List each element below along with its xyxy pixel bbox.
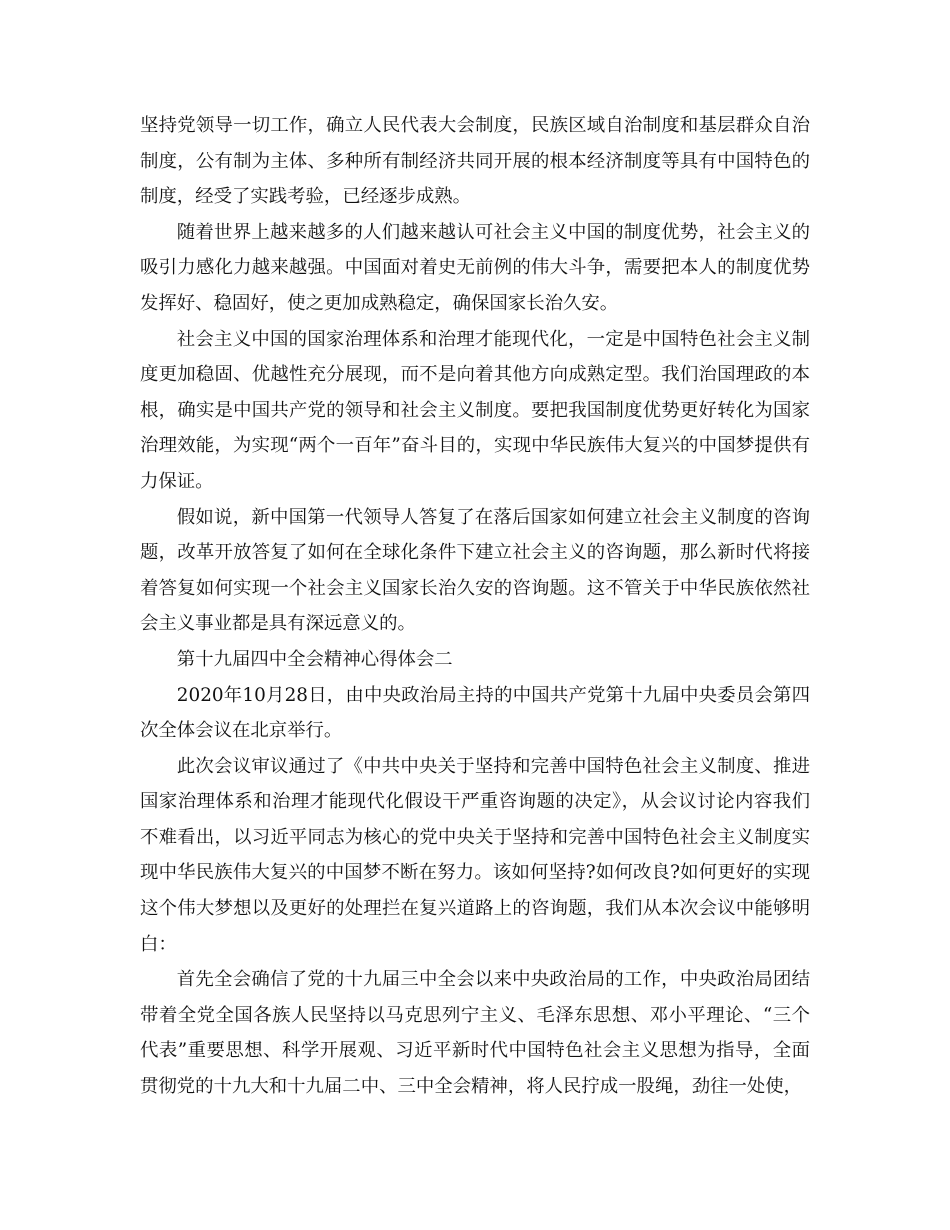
paragraph-6: 此次会议审议通过了《中共中央关于坚持和完善中国特色社会主义制度、推进国家治理体系和治理才能现代化假设干严重咨询题的决定》，从会议讨论内容我们不难看出，以习近平同志为核心的党中央关于坚持和完善中国特色社会主义制度实现中华民族伟大复兴的中国梦不断在努力。该如何坚持?如何改良?如何更好的实现这个伟大梦想以及更好的处理拦在复兴道路上的咨询题，我们从本次会议中能够明白：: [140, 755, 810, 955]
document-body: [140, 108, 810, 1105]
paragraph-4: 假如说，新中国第一代领导人答复了在落后国家如何建立社会主义制度的咨询题，改革开放答复了如何在全球化条件下建立社会主义的咨询题，那么新时代将接着答复如何实现一个社会主义国家长治久安的咨询题。这不管关于中华民族依然社会主义事业都是具有深远意义的。: [140, 506, 810, 635]
paragraph-7: 首先全会确信了党的十九届三中全会以来中央政治局的工作，中央政治局团结带着全党全国各族人民坚持以马克思列宁主义、毛泽东思想、邓小平理论、“三个代表”重要思想、科学开展观、习近平新时代中国特色社会主义思想为指导，全面贯彻党的十九大和十九届二中、三中全会精神，将人民拧成一股绳，劲往一处使，: [140, 969, 810, 1098]
section-heading: 第十九届四中全会精神心得体会二: [176, 648, 453, 670]
paragraph-1: 坚持党领导一切工作，确立人民代表大会制度，民族区域自治制度和基层群众自治制度，公有制为主体、多种所有制经济共同开展的根本经济制度等具有中国特色的制度，经受了实践考验，已经逐步成熟。: [140, 115, 810, 208]
paragraph-3: 社会主义中国的国家治理体系和治理才能现代化，一定是中国特色社会主义制度更加稳固、优越性充分展现，而不是向着其他方向成熟定型。我们治国理政的本根，确实是中国共产党的领导和社会主义制度。要把我国制度优势更好转化为国家治理效能，为实现“两个一百年”奋斗目的，实现中华民族伟大复兴的中国梦提供有力保证。: [140, 328, 810, 492]
paragraph-2: 随着世界上越来越多的人们越来越认可社会主义中国的制度优势，社会主义的吸引力感化力越来越强。中国面对着史无前例的伟大斗争，需要把本人的制度优势发挥好、稳固好，使之更加成熟稳定，确保国家长治久安。: [140, 221, 810, 314]
paragraph-5: 2020年10月28日，由中央政治局主持的中国共产党第十九届中央委员会第四次全体会议在北京举行。: [140, 684, 810, 742]
